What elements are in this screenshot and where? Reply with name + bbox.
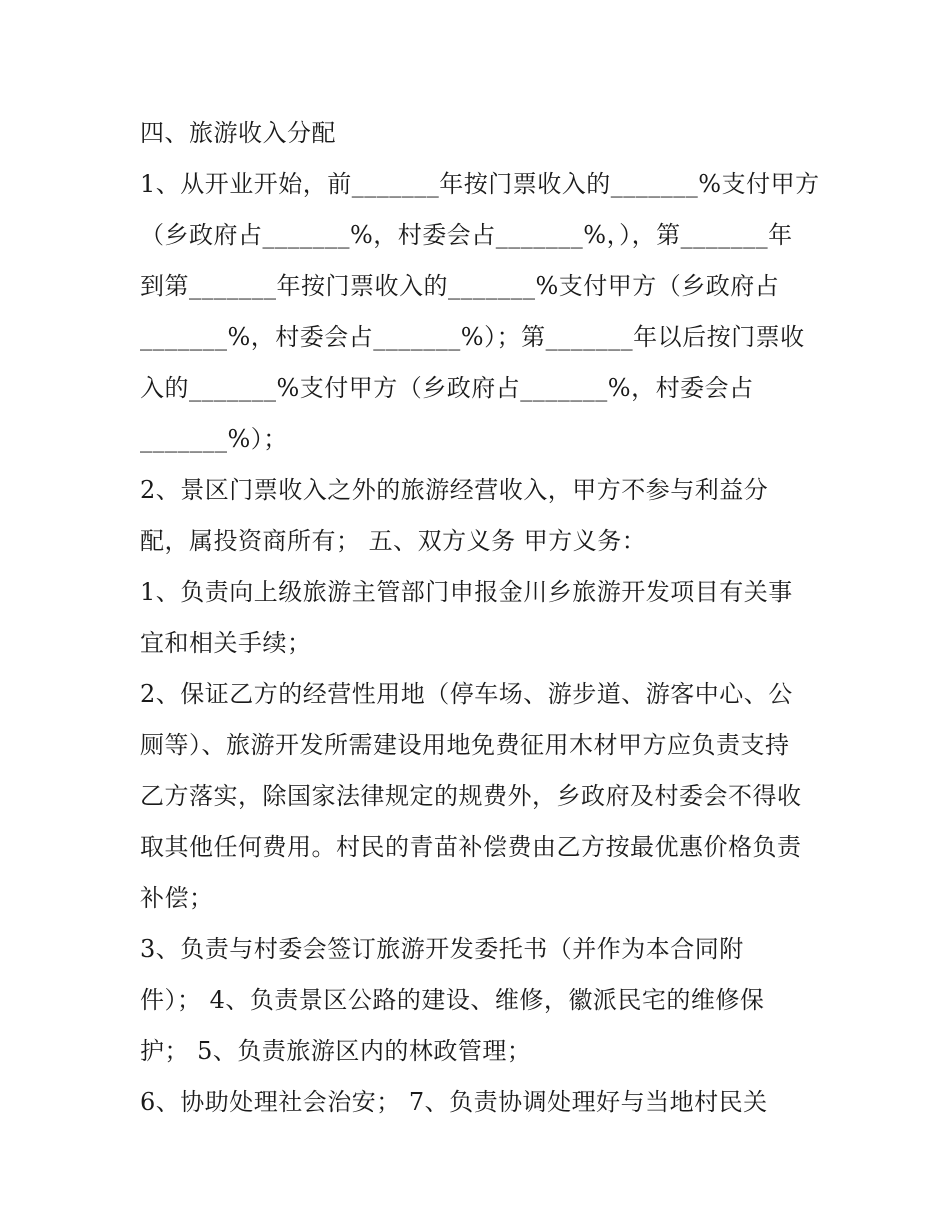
text-line: （乡政府占_______%，村委会占_______%，），第_______年 bbox=[140, 221, 793, 249]
text-line: 护； 5、负责旅游区内的林政管理； bbox=[140, 1037, 532, 1065]
text-line: 1、从开业开始，前_______年按门票收入的_______%支付甲方 bbox=[140, 170, 820, 198]
text-line: 配，属投资商所有； 五、双方义务 甲方义务： bbox=[140, 527, 647, 555]
text-line: 补偿； bbox=[140, 884, 214, 912]
text-line: 件）； 4、负责景区公路的建设、维修，徽派民宅的维修保 bbox=[140, 986, 765, 1014]
text-line: _______%）； bbox=[140, 425, 288, 453]
text-line: 2、景区门票收入之外的旅游经营收入，甲方不参与利益分 bbox=[140, 476, 769, 504]
text-line: 取其他任何费用。村民的青苗补偿费由乙方按最优惠价格负责 bbox=[140, 833, 802, 861]
text-line: 乙方落实，除国家法律规定的规费外，乡政府及村委会不得收 bbox=[140, 782, 802, 810]
text-line: 1、负责向上级旅游主管部门申报金川乡旅游开发项目有关事 bbox=[140, 578, 793, 606]
text-line: 宜和相关手续； bbox=[140, 629, 312, 657]
text-line: 到第_______年按门票收入的_______%支付甲方（乡政府占 bbox=[140, 272, 780, 300]
text-line: 厕等）、旅游开发所需建设用地免费征用木材甲方应负责支持 bbox=[140, 731, 790, 759]
text-line: 入的_______%支付甲方（乡政府占_______%，村委会占 bbox=[140, 374, 754, 402]
document-body bbox=[140, 108, 820, 1128]
text-line: 2、保证乙方的经营性用地（停车场、游步道、游客中心、公 bbox=[140, 680, 793, 708]
text-line: _______%，村委会占_______%）；第_______年以后按门票收 bbox=[140, 323, 805, 351]
section-heading: 四、旅游收入分配 bbox=[140, 119, 336, 147]
text-line: 6、协助处理社会治安； 7、负责协调处理好与当地村民关 bbox=[140, 1088, 768, 1116]
text-line: 3、负责与村委会签订旅游开发委托书（并作为本合同附 bbox=[140, 935, 744, 963]
